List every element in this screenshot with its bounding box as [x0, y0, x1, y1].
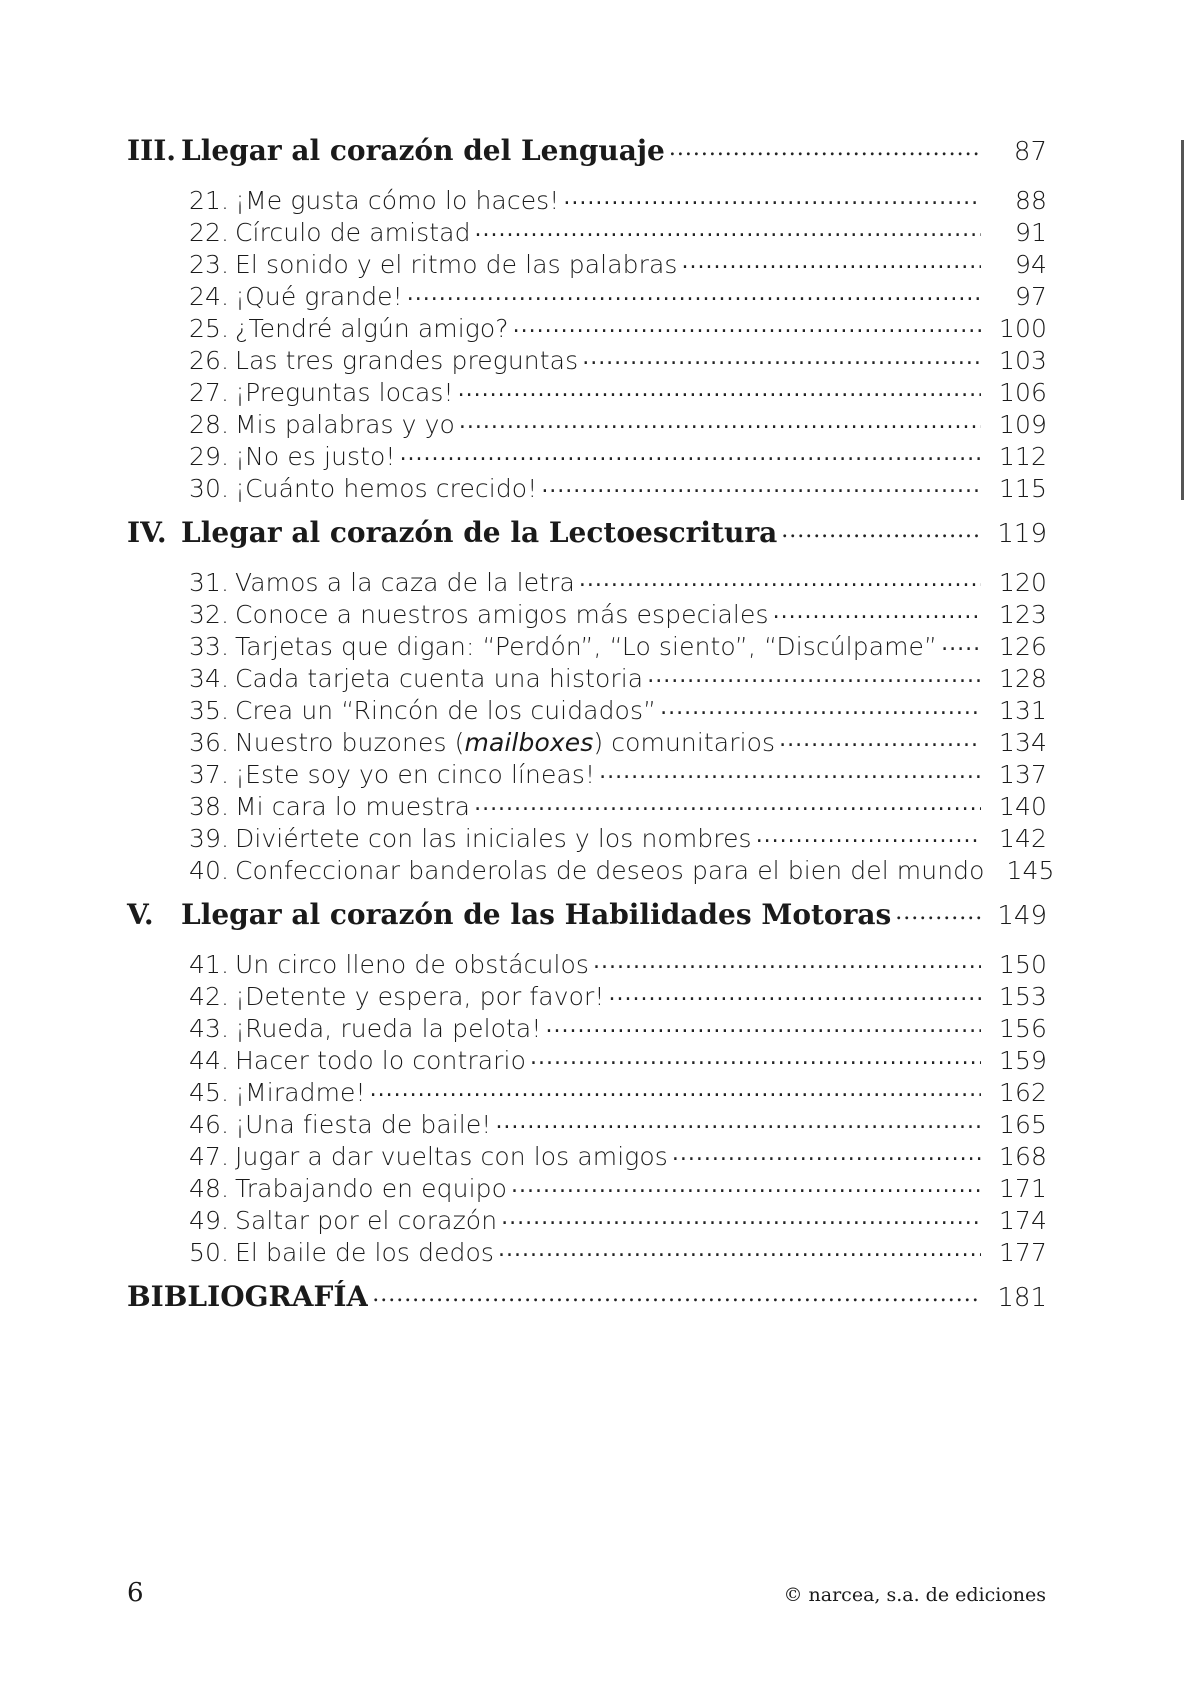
- toc-entry[interactable]: [127, 440, 1047, 472]
- entry-page-number: 177: [998, 1238, 1047, 1267]
- entry-page-number: 156: [998, 1014, 1047, 1043]
- entry-page-number: 100: [998, 314, 1047, 343]
- entry-number: 43.: [188, 1014, 229, 1043]
- entry-number: 33.: [188, 632, 229, 661]
- entry-title: Hacer todo lo contrario: [235, 1046, 526, 1075]
- toc-entry[interactable]: [127, 1172, 1047, 1204]
- entry-title: Mi cara lo muestra: [235, 792, 471, 821]
- dot-leader: [501, 1204, 981, 1229]
- entry-number: 42.: [188, 982, 229, 1011]
- entry-number: 23.: [188, 250, 229, 279]
- entry-title: ¡Rueda, rueda la pelota!: [235, 1014, 542, 1043]
- entry-title: Vamos a la caza de la letra: [235, 568, 575, 597]
- toc-section-heading[interactable]: [127, 132, 1047, 176]
- entry-page-number: 123: [998, 600, 1047, 629]
- entry-page-number: 88: [1014, 186, 1047, 215]
- entry-page-number: 174: [998, 1206, 1047, 1235]
- dot-leader: [511, 1172, 981, 1197]
- entry-title: El sonido y el ritmo de las palabras: [235, 250, 678, 279]
- entry-page-number: 115: [998, 474, 1047, 503]
- dot-leader: [495, 1108, 981, 1133]
- dot-leader: [609, 980, 981, 1005]
- entry-title: ¡Miradme!: [235, 1078, 366, 1107]
- dot-leader: [895, 896, 981, 924]
- dot-leader: [941, 630, 981, 655]
- toc-entry[interactable]: [127, 1012, 1047, 1044]
- entry-page-number: 165: [998, 1110, 1047, 1139]
- entry-page-number: 162: [998, 1078, 1047, 1107]
- entry-number: 46.: [188, 1110, 229, 1139]
- toc-entry[interactable]: [127, 408, 1047, 440]
- toc-entry[interactable]: [127, 344, 1047, 376]
- toc-entry[interactable]: [127, 822, 1047, 854]
- entry-page-number: 137: [998, 760, 1047, 789]
- dot-leader: [407, 280, 981, 305]
- dot-leader: [513, 312, 981, 337]
- entry-page-number: 91: [1014, 218, 1047, 247]
- dot-leader: [545, 1012, 981, 1037]
- table-of-contents: [127, 132, 1055, 1330]
- dot-leader: [475, 216, 981, 241]
- entry-title: Crea un “Rincón de los cuidados”: [235, 696, 657, 725]
- entry-page-number: 128: [998, 664, 1047, 693]
- entry-number: 38.: [188, 792, 229, 821]
- toc-entry[interactable]: [127, 280, 1047, 312]
- entry-page-number: 159: [998, 1046, 1047, 1075]
- entry-page-number: 131: [998, 696, 1047, 725]
- section-page-number: 119: [997, 519, 1047, 549]
- entry-page-number: 94: [1014, 250, 1047, 279]
- entry-page-number: 103: [998, 346, 1047, 375]
- toc-section-heading[interactable]: [127, 896, 1047, 940]
- dot-leader: [773, 598, 981, 623]
- toc-entry[interactable]: [127, 790, 1047, 822]
- entry-page-number: 140: [998, 792, 1047, 821]
- toc-entry[interactable]: [127, 1236, 1047, 1268]
- entry-title: ¡No es justo!: [235, 442, 396, 471]
- entry-title: Tarjetas que digan: “Perdón”, “Lo siento”, “Discúlpame”: [235, 632, 938, 661]
- entry-title: ¿Tendré algún amigo?: [235, 314, 509, 343]
- dot-leader: [682, 248, 981, 273]
- section-number: III.: [127, 134, 177, 167]
- dot-leader: [582, 344, 981, 369]
- bibliography-page-number: 181: [997, 1283, 1047, 1313]
- toc-entry[interactable]: [127, 376, 1047, 408]
- bibliography-title: BIBLIOGRAFÍA: [127, 1280, 369, 1313]
- toc-section-heading[interactable]: [127, 514, 1047, 558]
- toc-entry[interactable]: [127, 662, 1047, 694]
- dot-leader: [400, 440, 981, 465]
- dot-leader: [372, 1278, 981, 1306]
- dot-leader: [459, 408, 981, 433]
- dot-leader: [781, 514, 981, 542]
- section-entries: [127, 948, 1047, 1268]
- page-number: 6: [127, 1578, 144, 1608]
- entry-title: ¡Una fiesta de baile!: [235, 1110, 492, 1139]
- copyright-credit: © narcea, s.a. de ediciones: [783, 1584, 1046, 1606]
- entry-page-number: 109: [998, 410, 1047, 439]
- toc-entry[interactable]: [127, 312, 1047, 344]
- dot-leader: [779, 726, 981, 751]
- toc-entry[interactable]: [127, 248, 1047, 280]
- entry-title: El baile de los dedos: [235, 1238, 495, 1267]
- entry-number: 50.: [188, 1238, 229, 1267]
- entry-page-number: 145: [1006, 856, 1055, 885]
- entry-page-number: 150: [998, 950, 1047, 979]
- entry-number: 30.: [188, 474, 229, 503]
- entry-page-number: 106: [998, 378, 1047, 407]
- toc-entry[interactable]: [127, 1044, 1047, 1076]
- toc-entry[interactable]: [127, 758, 1047, 790]
- section-number: IV.: [127, 516, 167, 549]
- entry-title: Conoce a nuestros amigos más especiales: [235, 600, 769, 629]
- entry-number: 21.: [188, 186, 229, 215]
- toc-entry[interactable]: [127, 184, 1047, 216]
- entry-number: 26.: [188, 346, 229, 375]
- entry-title: ¡Preguntas locas!: [235, 378, 454, 407]
- dot-leader: [669, 132, 981, 160]
- entry-number: 44.: [188, 1046, 229, 1075]
- section-number: V.: [127, 898, 154, 931]
- entry-page-number: 168: [998, 1142, 1047, 1171]
- entry-number: 29.: [188, 442, 229, 471]
- entry-title: Cada tarjeta cuenta una historia: [235, 664, 644, 693]
- toc-entry[interactable]: [127, 630, 1047, 662]
- toc-entry[interactable]: [127, 598, 1047, 630]
- entry-number: 37.: [188, 760, 229, 789]
- dot-leader: [660, 694, 981, 719]
- entry-number: 24.: [188, 282, 229, 311]
- entry-page-number: 126: [998, 632, 1047, 661]
- entry-page-number: 171: [998, 1174, 1047, 1203]
- toc-entry[interactable]: [127, 948, 1047, 980]
- entry-number: 36.: [188, 728, 229, 757]
- toc-entry[interactable]: [127, 472, 1047, 504]
- entry-title: Círculo de amistad: [235, 218, 471, 247]
- entry-title: Mis palabras y yo: [235, 410, 455, 439]
- entry-page-number: 134: [998, 728, 1047, 757]
- dot-leader: [756, 822, 981, 847]
- section-title: Llegar al corazón de las Habilidades Motoras: [181, 898, 892, 931]
- toc-entry[interactable]: [127, 216, 1047, 248]
- entry-title: ¡Este soy yo en cinco líneas!: [235, 760, 596, 789]
- entry-number: 48.: [188, 1174, 229, 1203]
- entry-title: Un circo lleno de obstáculos: [235, 950, 590, 979]
- entry-number: 49.: [188, 1206, 229, 1235]
- dot-leader: [370, 1076, 981, 1101]
- toc-entry[interactable]: [127, 1140, 1047, 1172]
- entry-title: ¡Me gusta cómo lo haces!: [235, 186, 560, 215]
- section-entries: [127, 566, 1055, 886]
- section-title: Llegar al corazón del Lenguaje: [181, 134, 665, 167]
- toc-entry[interactable]: [127, 1204, 1047, 1236]
- entry-page-number: 112: [998, 442, 1047, 471]
- entry-number: 40.: [188, 856, 229, 885]
- toc-entry[interactable]: [127, 726, 1047, 758]
- section-title: Llegar al corazón de la Lectoescritura: [181, 516, 778, 549]
- entry-title: ¡Cuánto hemos crecido!: [235, 474, 538, 503]
- dot-leader: [541, 472, 981, 497]
- entry-number: 32.: [188, 600, 229, 629]
- entry-title: Nuestro buzones (mailboxes) comunitarios: [235, 728, 776, 757]
- toc-entry[interactable]: [127, 980, 1047, 1012]
- entry-number: 39.: [188, 824, 229, 853]
- entry-number: 28.: [188, 410, 229, 439]
- section-page-number: 149: [997, 901, 1047, 931]
- toc-entry[interactable]: [127, 1076, 1047, 1108]
- entry-page-number: 120: [998, 568, 1047, 597]
- dot-leader: [593, 948, 981, 973]
- entry-page-number: 97: [1014, 282, 1047, 311]
- toc-entry[interactable]: [127, 694, 1047, 726]
- dot-leader: [579, 566, 981, 591]
- entry-number: 47.: [188, 1142, 229, 1171]
- entry-number: 41.: [188, 950, 229, 979]
- entry-number: 27.: [188, 378, 229, 407]
- entry-number: 31.: [188, 568, 229, 597]
- entry-title: Trabajando en equipo: [235, 1174, 507, 1203]
- toc-entry[interactable]: [127, 854, 1055, 886]
- dot-leader: [647, 662, 981, 687]
- section-entries: [127, 184, 1047, 504]
- entry-title: Las tres grandes preguntas: [235, 346, 579, 375]
- toc-entry[interactable]: [127, 566, 1047, 598]
- toc-entry[interactable]: [127, 1108, 1047, 1140]
- entry-title: Diviértete con las iniciales y los nombres: [235, 824, 752, 853]
- entry-title: ¡Qué grande!: [235, 282, 403, 311]
- toc-bibliography[interactable]: [127, 1278, 1047, 1322]
- entry-number: 25.: [188, 314, 229, 343]
- section-page-number: 87: [1013, 137, 1047, 167]
- entry-number: 22.: [188, 218, 229, 247]
- entry-title: Confeccionar banderolas de deseos para el bien del mundo: [235, 856, 985, 885]
- dot-leader: [458, 376, 981, 401]
- dot-leader: [672, 1140, 981, 1165]
- entry-title: Saltar por el corazón: [235, 1206, 498, 1235]
- entry-title: Jugar a dar vueltas con los amigos: [235, 1142, 668, 1171]
- dot-leader: [563, 184, 981, 209]
- entry-number: 35.: [188, 696, 229, 725]
- entry-number: 34.: [188, 664, 229, 693]
- entry-number: 45.: [188, 1078, 229, 1107]
- dot-leader: [599, 758, 981, 783]
- dot-leader: [498, 1236, 981, 1261]
- dot-leader: [530, 1044, 981, 1069]
- entry-page-number: 153: [998, 982, 1047, 1011]
- entry-title: ¡Detente y espera, por favor!: [235, 982, 605, 1011]
- entry-page-number: 142: [998, 824, 1047, 853]
- dot-leader: [474, 790, 981, 815]
